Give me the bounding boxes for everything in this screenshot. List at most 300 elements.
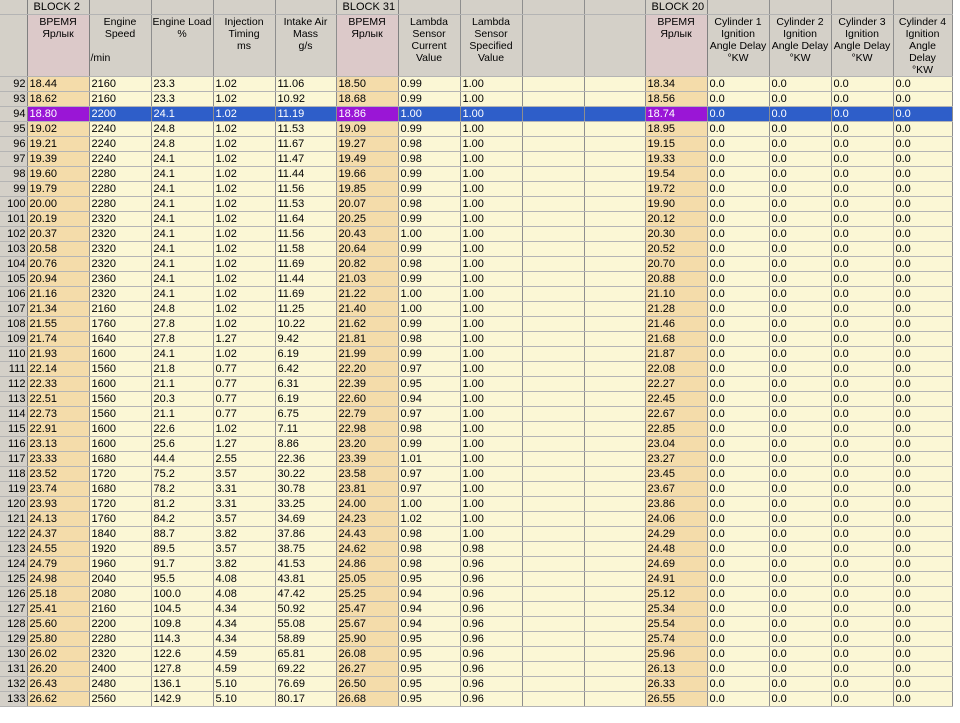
time-cell[interactable]: 26.55 (645, 692, 707, 707)
data-cell-maf[interactable]: 80.17 (275, 692, 336, 707)
data-cell-e2[interactable] (584, 152, 645, 167)
column-header-c2[interactable] (769, 15, 831, 77)
data-cell-c4[interactable]: 0.0 (893, 332, 952, 347)
data-cell-e1[interactable] (522, 227, 584, 242)
data-cell-c4[interactable]: 0.0 (893, 587, 952, 602)
row-number[interactable]: 100 (0, 197, 27, 212)
data-cell-c4[interactable]: 0.0 (893, 362, 952, 377)
table-row[interactable] (0, 512, 952, 527)
data-cell-inj[interactable]: 4.34 (213, 617, 275, 632)
time-cell[interactable]: 22.73 (27, 407, 89, 422)
data-cell-lc[interactable]: 0.98 (398, 257, 460, 272)
data-cell-c1[interactable]: 0.0 (707, 77, 769, 92)
data-cell-rpm[interactable]: 1840 (89, 527, 151, 542)
data-cell-c2[interactable]: 0.0 (769, 332, 831, 347)
time-cell[interactable]: 18.86 (336, 107, 398, 122)
data-cell-e2[interactable] (584, 422, 645, 437)
data-cell-load[interactable]: 23.3 (151, 92, 213, 107)
block-2-label[interactable]: BLOCK 2 (27, 0, 89, 15)
time-cell[interactable]: 26.33 (645, 677, 707, 692)
time-cell[interactable]: 24.55 (27, 542, 89, 557)
data-cell-load[interactable]: 91.7 (151, 557, 213, 572)
data-cell-rpm[interactable]: 1600 (89, 437, 151, 452)
data-cell-c1[interactable]: 0.0 (707, 212, 769, 227)
data-cell-ls[interactable]: 0.96 (460, 632, 522, 647)
data-cell-e2[interactable] (584, 677, 645, 692)
time-cell[interactable]: 23.74 (27, 482, 89, 497)
data-cell-inj[interactable]: 1.02 (213, 212, 275, 227)
data-cell-rpm[interactable]: 1760 (89, 317, 151, 332)
data-cell-e2[interactable] (584, 182, 645, 197)
time-cell[interactable]: 22.27 (645, 377, 707, 392)
row-number[interactable]: 105 (0, 272, 27, 287)
data-cell-rpm[interactable]: 2320 (89, 257, 151, 272)
time-cell[interactable]: 20.88 (645, 272, 707, 287)
time-cell[interactable]: 19.39 (27, 152, 89, 167)
data-cell-inj[interactable]: 1.02 (213, 107, 275, 122)
data-cell-rpm[interactable]: 2280 (89, 182, 151, 197)
data-cell-load[interactable]: 109.8 (151, 617, 213, 632)
data-cell-inj[interactable]: 1.02 (213, 302, 275, 317)
time-cell[interactable]: 22.20 (336, 362, 398, 377)
data-cell-lc[interactable]: 0.98 (398, 197, 460, 212)
data-cell-ls[interactable]: 0.96 (460, 557, 522, 572)
data-cell-inj[interactable]: 4.34 (213, 602, 275, 617)
table-row[interactable] (0, 302, 952, 317)
data-cell-inj[interactable]: 1.02 (213, 317, 275, 332)
data-cell-load[interactable]: 21.8 (151, 362, 213, 377)
data-cell-c4[interactable]: 0.0 (893, 302, 952, 317)
data-cell-c4[interactable]: 0.0 (893, 377, 952, 392)
data-cell-maf[interactable]: 37.86 (275, 527, 336, 542)
time-cell[interactable]: 25.54 (645, 617, 707, 632)
data-cell-e1[interactable] (522, 77, 584, 92)
time-cell[interactable]: 23.52 (27, 467, 89, 482)
data-cell-ls[interactable]: 1.00 (460, 302, 522, 317)
row-number[interactable]: 92 (0, 77, 27, 92)
data-cell-maf[interactable]: 69.22 (275, 662, 336, 677)
time-cell[interactable]: 19.85 (336, 182, 398, 197)
data-cell-c4[interactable]: 0.0 (893, 257, 952, 272)
data-cell-ls[interactable]: 1.00 (460, 227, 522, 242)
time-cell[interactable]: 18.74 (645, 107, 707, 122)
data-cell-rpm[interactable]: 2320 (89, 287, 151, 302)
column-header-c4[interactable] (893, 15, 952, 77)
data-cell-c2[interactable]: 0.0 (769, 692, 831, 707)
time-cell[interactable]: 25.80 (27, 632, 89, 647)
data-cell-e2[interactable] (584, 602, 645, 617)
data-cell-c2[interactable]: 0.0 (769, 227, 831, 242)
data-cell-rpm[interactable]: 2320 (89, 647, 151, 662)
data-cell-lc[interactable]: 0.99 (398, 347, 460, 362)
data-cell-e1[interactable] (522, 92, 584, 107)
data-cell-e1[interactable] (522, 122, 584, 137)
data-cell-c4[interactable]: 0.0 (893, 542, 952, 557)
data-cell-inj[interactable]: 5.10 (213, 692, 275, 707)
data-cell-c3[interactable]: 0.0 (831, 602, 893, 617)
time-cell[interactable]: 19.72 (645, 182, 707, 197)
data-cell-load[interactable]: 27.8 (151, 317, 213, 332)
table-row[interactable] (0, 257, 952, 272)
table-row[interactable] (0, 587, 952, 602)
data-cell-c2[interactable]: 0.0 (769, 392, 831, 407)
time-cell[interactable]: 24.98 (27, 572, 89, 587)
data-cell-inj[interactable]: 4.59 (213, 647, 275, 662)
data-cell-lc[interactable]: 0.98 (398, 332, 460, 347)
column-header-ls[interactable] (460, 15, 522, 77)
row-number[interactable]: 124 (0, 557, 27, 572)
data-cell-e2[interactable] (584, 542, 645, 557)
data-cell-c4[interactable]: 0.0 (893, 572, 952, 587)
table-row[interactable] (0, 272, 952, 287)
data-cell-e2[interactable] (584, 647, 645, 662)
row-number[interactable]: 107 (0, 302, 27, 317)
data-cell-e1[interactable] (522, 347, 584, 362)
time-cell[interactable]: 19.49 (336, 152, 398, 167)
data-cell-maf[interactable]: 11.53 (275, 122, 336, 137)
data-cell-e2[interactable] (584, 632, 645, 647)
data-cell-rpm[interactable]: 2280 (89, 167, 151, 182)
time-cell[interactable]: 24.62 (336, 542, 398, 557)
row-number[interactable]: 111 (0, 362, 27, 377)
row-number[interactable]: 95 (0, 122, 27, 137)
data-cell-rpm[interactable]: 1680 (89, 452, 151, 467)
data-cell-c4[interactable]: 0.0 (893, 227, 952, 242)
data-cell-maf[interactable]: 6.19 (275, 347, 336, 362)
time-cell[interactable]: 26.43 (27, 677, 89, 692)
data-cell-load[interactable]: 24.1 (151, 347, 213, 362)
data-cell-e1[interactable] (522, 662, 584, 677)
time-cell[interactable]: 20.00 (27, 197, 89, 212)
data-cell-rpm[interactable]: 2200 (89, 617, 151, 632)
data-cell-c4[interactable]: 0.0 (893, 287, 952, 302)
data-cell-load[interactable]: 142.9 (151, 692, 213, 707)
data-cell-c4[interactable]: 0.0 (893, 527, 952, 542)
table-row[interactable] (0, 227, 952, 242)
data-cell-lc[interactable]: 0.98 (398, 137, 460, 152)
data-cell-c3[interactable]: 0.0 (831, 542, 893, 557)
time-cell[interactable]: 23.58 (336, 467, 398, 482)
data-cell-lc[interactable]: 0.98 (398, 557, 460, 572)
time-cell[interactable]: 18.68 (336, 92, 398, 107)
table-row[interactable] (0, 347, 952, 362)
data-cell-c3[interactable]: 0.0 (831, 122, 893, 137)
data-cell-c2[interactable]: 0.0 (769, 587, 831, 602)
data-cell-ls[interactable]: 1.00 (460, 467, 522, 482)
data-cell-rpm[interactable]: 2560 (89, 692, 151, 707)
data-cell-load[interactable]: 21.1 (151, 407, 213, 422)
time-cell[interactable]: 25.05 (336, 572, 398, 587)
data-cell-c4[interactable]: 0.0 (893, 272, 952, 287)
table-row[interactable] (0, 167, 952, 182)
data-cell-c2[interactable]: 0.0 (769, 602, 831, 617)
data-cell-e1[interactable] (522, 182, 584, 197)
data-cell-c2[interactable]: 0.0 (769, 152, 831, 167)
data-cell-c1[interactable]: 0.0 (707, 92, 769, 107)
data-cell-c3[interactable]: 0.0 (831, 437, 893, 452)
row-number[interactable]: 120 (0, 497, 27, 512)
data-cell-inj[interactable]: 5.10 (213, 677, 275, 692)
time-cell[interactable]: 20.19 (27, 212, 89, 227)
data-cell-c1[interactable]: 0.0 (707, 257, 769, 272)
data-cell-c4[interactable]: 0.0 (893, 497, 952, 512)
data-cell-maf[interactable]: 10.92 (275, 92, 336, 107)
data-cell-load[interactable]: 21.1 (151, 377, 213, 392)
data-cell-lc[interactable]: 1.01 (398, 452, 460, 467)
data-cell-c1[interactable]: 0.0 (707, 662, 769, 677)
data-cell-ls[interactable]: 1.00 (460, 377, 522, 392)
data-cell-lc[interactable]: 0.97 (398, 407, 460, 422)
data-cell-rpm[interactable]: 1960 (89, 557, 151, 572)
data-cell-maf[interactable]: 11.69 (275, 257, 336, 272)
data-cell-e1[interactable] (522, 482, 584, 497)
data-cell-c1[interactable]: 0.0 (707, 497, 769, 512)
data-cell-load[interactable]: 24.8 (151, 302, 213, 317)
data-cell-lc[interactable]: 1.02 (398, 512, 460, 527)
data-cell-rpm[interactable]: 1720 (89, 497, 151, 512)
time-cell[interactable]: 22.14 (27, 362, 89, 377)
data-cell-maf[interactable]: 30.78 (275, 482, 336, 497)
row-number[interactable]: 94 (0, 107, 27, 122)
data-cell-c1[interactable]: 0.0 (707, 512, 769, 527)
data-cell-c3[interactable]: 0.0 (831, 557, 893, 572)
data-cell-ls[interactable]: 0.98 (460, 542, 522, 557)
data-cell-ls[interactable]: 1.00 (460, 437, 522, 452)
data-cell-e2[interactable] (584, 377, 645, 392)
data-cell-inj[interactable]: 3.57 (213, 542, 275, 557)
data-cell-e1[interactable] (522, 452, 584, 467)
table-row[interactable] (0, 542, 952, 557)
row-number[interactable]: 115 (0, 422, 27, 437)
data-cell-c2[interactable]: 0.0 (769, 272, 831, 287)
time-cell[interactable]: 22.08 (645, 362, 707, 377)
data-cell-c4[interactable]: 0.0 (893, 152, 952, 167)
time-cell[interactable]: 21.03 (336, 272, 398, 287)
data-cell-lc[interactable]: 0.95 (398, 647, 460, 662)
table-row[interactable] (0, 692, 952, 707)
data-cell-c2[interactable]: 0.0 (769, 242, 831, 257)
data-cell-c1[interactable]: 0.0 (707, 572, 769, 587)
data-cell-c2[interactable]: 0.0 (769, 257, 831, 272)
data-cell-maf[interactable]: 11.58 (275, 242, 336, 257)
data-cell-c2[interactable]: 0.0 (769, 632, 831, 647)
data-cell-c1[interactable]: 0.0 (707, 617, 769, 632)
time-cell[interactable]: 25.12 (645, 587, 707, 602)
data-cell-c3[interactable]: 0.0 (831, 422, 893, 437)
data-cell-e2[interactable] (584, 452, 645, 467)
data-cell-e1[interactable] (522, 152, 584, 167)
data-cell-ls[interactable]: 1.00 (460, 182, 522, 197)
time-cell[interactable]: 20.70 (645, 257, 707, 272)
data-cell-load[interactable]: 24.1 (151, 167, 213, 182)
data-cell-c1[interactable]: 0.0 (707, 347, 769, 362)
data-cell-e1[interactable] (522, 137, 584, 152)
time-cell[interactable]: 24.69 (645, 557, 707, 572)
data-cell-load[interactable]: 24.1 (151, 107, 213, 122)
data-cell-ls[interactable]: 0.96 (460, 692, 522, 707)
table-row[interactable] (0, 152, 952, 167)
table-row[interactable] (0, 77, 952, 92)
time-cell[interactable]: 20.25 (336, 212, 398, 227)
data-cell-e1[interactable] (522, 392, 584, 407)
data-cell-maf[interactable]: 11.44 (275, 272, 336, 287)
data-cell-load[interactable]: 24.1 (151, 197, 213, 212)
time-cell[interactable]: 26.62 (27, 692, 89, 707)
data-cell-ls[interactable]: 1.00 (460, 317, 522, 332)
time-cell[interactable]: 24.23 (336, 512, 398, 527)
time-cell[interactable]: 26.13 (645, 662, 707, 677)
data-cell-c3[interactable]: 0.0 (831, 407, 893, 422)
data-cell-e1[interactable] (522, 677, 584, 692)
data-cell-rpm[interactable]: 2160 (89, 92, 151, 107)
data-cell-ls[interactable]: 1.00 (460, 512, 522, 527)
data-cell-c2[interactable]: 0.0 (769, 317, 831, 332)
data-cell-e2[interactable] (584, 692, 645, 707)
table-row[interactable] (0, 212, 952, 227)
data-cell-load[interactable]: 20.3 (151, 392, 213, 407)
data-cell-c3[interactable]: 0.0 (831, 212, 893, 227)
data-cell-c2[interactable]: 0.0 (769, 362, 831, 377)
table-row[interactable] (0, 662, 952, 677)
time-cell[interactable]: 24.86 (336, 557, 398, 572)
data-cell-ls[interactable]: 1.00 (460, 272, 522, 287)
time-cell[interactable]: 25.18 (27, 587, 89, 602)
column-header-c3[interactable] (831, 15, 893, 77)
column-header-e1[interactable] (522, 15, 584, 77)
data-cell-maf[interactable]: 33.25 (275, 497, 336, 512)
data-cell-load[interactable]: 95.5 (151, 572, 213, 587)
data-cell-rpm[interactable]: 2080 (89, 587, 151, 602)
row-number[interactable]: 110 (0, 347, 27, 362)
data-cell-c4[interactable]: 0.0 (893, 392, 952, 407)
table-row[interactable] (0, 377, 952, 392)
data-cell-c3[interactable]: 0.0 (831, 347, 893, 362)
table-row[interactable] (0, 287, 952, 302)
time-cell[interactable]: 19.02 (27, 122, 89, 137)
time-cell[interactable]: 20.58 (27, 242, 89, 257)
data-cell-lc[interactable]: 0.99 (398, 92, 460, 107)
table-row[interactable] (0, 242, 952, 257)
time-cell[interactable]: 23.13 (27, 437, 89, 452)
column-header-t1[interactable] (27, 15, 89, 77)
data-cell-maf[interactable]: 6.75 (275, 407, 336, 422)
data-cell-e2[interactable] (584, 227, 645, 242)
time-cell[interactable]: 23.04 (645, 437, 707, 452)
data-cell-c1[interactable]: 0.0 (707, 677, 769, 692)
table-row[interactable] (0, 317, 952, 332)
row-number[interactable]: 118 (0, 467, 27, 482)
data-cell-load[interactable]: 81.2 (151, 497, 213, 512)
data-cell-lc[interactable]: 0.94 (398, 587, 460, 602)
column-header-rpm[interactable] (89, 15, 151, 77)
time-cell[interactable]: 23.86 (645, 497, 707, 512)
time-cell[interactable]: 23.81 (336, 482, 398, 497)
data-cell-rpm[interactable]: 2320 (89, 212, 151, 227)
data-cell-load[interactable]: 24.8 (151, 122, 213, 137)
data-cell-lc[interactable]: 1.00 (398, 302, 460, 317)
data-cell-load[interactable]: 24.1 (151, 182, 213, 197)
data-cell-maf[interactable]: 8.86 (275, 437, 336, 452)
time-cell[interactable]: 24.43 (336, 527, 398, 542)
row-number[interactable]: 108 (0, 317, 27, 332)
data-cell-c4[interactable]: 0.0 (893, 167, 952, 182)
data-cell-c3[interactable]: 0.0 (831, 467, 893, 482)
data-cell-e1[interactable] (522, 167, 584, 182)
table-row[interactable] (0, 452, 952, 467)
data-cell-c1[interactable]: 0.0 (707, 122, 769, 137)
data-cell-lc[interactable]: 0.95 (398, 677, 460, 692)
time-cell[interactable]: 25.60 (27, 617, 89, 632)
data-cell-load[interactable]: 24.1 (151, 257, 213, 272)
table-row[interactable] (0, 107, 952, 122)
data-cell-ls[interactable]: 1.00 (460, 347, 522, 362)
data-cell-c4[interactable]: 0.0 (893, 107, 952, 122)
time-cell[interactable]: 18.95 (645, 122, 707, 137)
data-cell-c4[interactable]: 0.0 (893, 212, 952, 227)
data-cell-ls[interactable]: 1.00 (460, 107, 522, 122)
data-cell-c1[interactable]: 0.0 (707, 437, 769, 452)
data-cell-c4[interactable]: 0.0 (893, 422, 952, 437)
data-cell-c2[interactable]: 0.0 (769, 467, 831, 482)
data-cell-lc[interactable]: 0.99 (398, 437, 460, 452)
row-number[interactable]: 128 (0, 617, 27, 632)
data-cell-ls[interactable]: 0.96 (460, 617, 522, 632)
data-cell-e2[interactable] (584, 527, 645, 542)
table-row[interactable] (0, 677, 952, 692)
row-number[interactable]: 106 (0, 287, 27, 302)
data-cell-c1[interactable]: 0.0 (707, 242, 769, 257)
data-cell-rpm[interactable]: 2160 (89, 77, 151, 92)
time-cell[interactable]: 19.21 (27, 137, 89, 152)
data-cell-c2[interactable]: 0.0 (769, 572, 831, 587)
time-cell[interactable]: 22.79 (336, 407, 398, 422)
row-number[interactable]: 98 (0, 167, 27, 182)
table-row[interactable] (0, 182, 952, 197)
time-cell[interactable]: 21.46 (645, 317, 707, 332)
data-cell-e2[interactable] (584, 287, 645, 302)
data-cell-e1[interactable] (522, 647, 584, 662)
data-cell-c4[interactable]: 0.0 (893, 242, 952, 257)
data-cell-maf[interactable]: 30.22 (275, 467, 336, 482)
time-cell[interactable]: 23.67 (645, 482, 707, 497)
time-cell[interactable]: 26.08 (336, 647, 398, 662)
data-cell-rpm[interactable]: 2240 (89, 137, 151, 152)
time-cell[interactable]: 25.90 (336, 632, 398, 647)
data-cell-load[interactable]: 23.3 (151, 77, 213, 92)
time-cell[interactable]: 22.51 (27, 392, 89, 407)
data-cell-rpm[interactable]: 2320 (89, 227, 151, 242)
data-cell-ls[interactable]: 1.00 (460, 332, 522, 347)
data-cell-inj[interactable]: 4.08 (213, 572, 275, 587)
data-cell-rpm[interactable]: 1600 (89, 377, 151, 392)
data-cell-e1[interactable] (522, 587, 584, 602)
time-cell[interactable]: 20.82 (336, 257, 398, 272)
data-cell-load[interactable]: 24.1 (151, 212, 213, 227)
data-cell-e1[interactable] (522, 437, 584, 452)
data-cell-c3[interactable]: 0.0 (831, 242, 893, 257)
data-cell-c2[interactable]: 0.0 (769, 182, 831, 197)
data-cell-c4[interactable]: 0.0 (893, 77, 952, 92)
data-cell-c3[interactable]: 0.0 (831, 677, 893, 692)
data-cell-maf[interactable]: 43.81 (275, 572, 336, 587)
time-cell[interactable]: 18.56 (645, 92, 707, 107)
data-cell-lc[interactable]: 0.94 (398, 602, 460, 617)
data-cell-ls[interactable]: 0.96 (460, 602, 522, 617)
data-cell-maf[interactable]: 50.92 (275, 602, 336, 617)
data-cell-c4[interactable]: 0.0 (893, 617, 952, 632)
data-cell-e1[interactable] (522, 272, 584, 287)
table-row[interactable] (0, 602, 952, 617)
